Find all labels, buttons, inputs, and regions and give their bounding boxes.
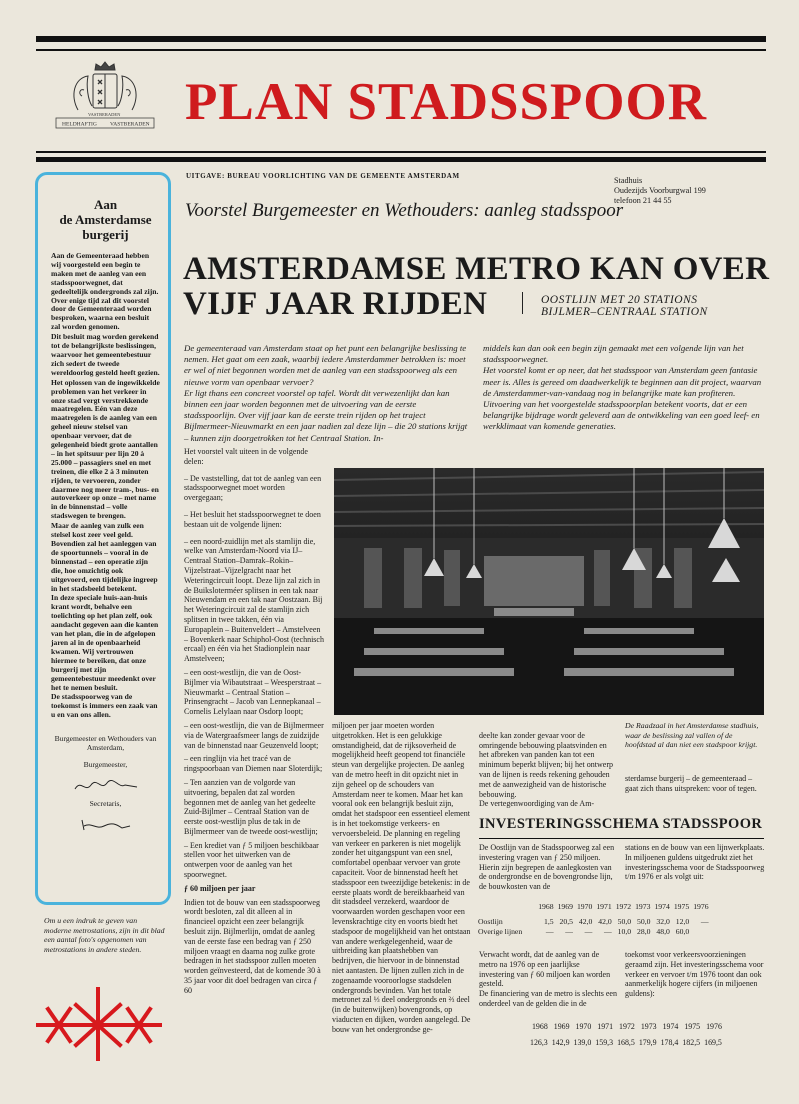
value-cell: — (584, 927, 593, 936)
lead-right: middels kan dan ook een begin zijn gemaakt met een volgende lijn van het stadsspoorwegnet. Het voorstel komt er op neer, dat het stadsspoor van Amsterdam geen fantasie meer is. Alles is gereed om daadwerkelijk te beginnen aan dit project, waarvan de Amsterdammer-van-vandaag nog in belangrijke mate kan profiteren. Uitvoering van het voorgestelde stadsspoorplan betekent voorts, dat er een belangrijke bijdrage wordt geleverd aan de ontwikkeling van een goed leef- en werkklimaat van komende generaties. (483, 343, 762, 432)
value-cell: 159,3 (595, 1038, 614, 1047)
raadzaal-photo (334, 468, 764, 715)
year-cell: 1975 (684, 1022, 701, 1031)
role-secretaris: Secretaris, (89, 799, 122, 809)
col1-paragraph: – een oost-westlijn, die van de Oost-Bijlmer via Wibautstraat – Weesperstraat – Nieuwmarkt – Centraal Station – Prinsengracht – Jacob van Lennepkanaal – Cornelis Lelylaan naar Osdorp loopt; (184, 667, 322, 717)
address-line: Oudezijds Voorburgwal 199 (614, 186, 706, 195)
sidebar-caption: Om u een indruk te geven van moderne metrostations, zijn in dit blad een aantal foto's opgenomen van metrostations in andere steden. (44, 916, 165, 954)
top-rule-thin (36, 49, 766, 51)
value-cell: 168,5 (617, 1038, 635, 1047)
investering-text-right-2: toekomst voor verkeersvoorzieningen geraamd zijn. Het investeringsschema voor verkeer en vervoer t/m 1976 toont dan ook aanmerkelijk hogere cijfers (in miljoenen guldens): (625, 950, 764, 999)
investering-text-left-2: Verwacht wordt, dat de aanleg van de metro na 1976 op een jaarlijkse investering van ƒ 60 miljoen kan worden gesteld. De financiering van de metro is slechts een onderdeel van de gelden die in de (479, 950, 617, 1008)
headline-line2: VIJF JAAR RIJDEN (183, 286, 488, 322)
col1-paragraph: – een oost-westlijn, die van de Bijlmermeer via de Watergraafsmeer langs de zuidzijde van de binnenstad naar Geuzenveld loopt; (184, 720, 324, 750)
sidebar-paragraph: In deze speciale huis-aan-huis krant wordt, behalve een toelichting op het plan zelf, ook aandacht gegeven aan die kanten van het plan, die in de afgelopen jaren al in de openbaarheid kwamen. Wij vertrouwen hiermee te bereiken, dat onze burgerij met zijn gemeentebestuur meedenkt over het te nemen besluit. (51, 593, 159, 692)
year-cell: 1975 (673, 902, 690, 911)
investering-rule (479, 838, 764, 839)
col2-paragraph: miljoen per jaar moeten worden uitgetrokken. Het is een gelukkige omstandigheid, dat de rijksoverheid de mogelijkheid heeft geopend tot financiële steun van dergelijke projecten. De aanleg van de metro heeft in dit opzicht niet in zijn geheel op de schouders van Amsterdam neer te komen. Maar het kan vooral ook een belangrijk besluit zijn, omdat het stadspoor een essentieel element is in het toekomstige verkeers- en vervoersbeleid. De planning en regeling van verkeer en parkeren is niet mogelijk zonder het uitgangspunt van een snel, comfortabel openbaar vervoer van grote capaciteit. Voor de binnenstad heeft het stadsspoor een tweezijdige betekenis: in de eerste plaats wordt de bereikbaarheid van dit stadsdeel verzekerd, waardoor de voorwaarden worden geschapen voor een levenskrachtige city en voorts biedt het stadspoor de mogelijkheid van het ontstaan van andere werkgelegenheid, waar de uitbreiding kan plaatshebben van bedrijven, die hiervoor in de binnenstad niet aantasten. De lijnen zullen zich in de zogenaamde vooroorlogse stadsdelen ondergronds bevinden. Van het totale metronet zal ⅓ deel ondergronds en ⅔ deel (in de buitenwijken) bovengronds, op viaducten en dijken, worden aangelegd. De bouw van het ondergrondse ge- (332, 721, 471, 1034)
col1-paragraph: Indien tot de bouw van een stadsspoorweg wordt besloten, zal dit alleen al in financieel opzicht een zeer belangrijk besluit zijn. Bijlmerlijn, omdat de aanleg van de eerste fase een bedrag van ƒ 250 miljoen vraagt en daarna nog zulke grote bedragen in het stadsspoor zullen moeten worden geïnvesteerd, dat de komende 30 à 35 jaar voor dit doel bedragen van circa ƒ 60 (184, 897, 321, 995)
headline-line1: AMSTERDAMSE METRO KAN OVER (183, 251, 770, 287)
year-cell: 1971 (596, 902, 612, 911)
value-cell: 139,0 (573, 1038, 592, 1047)
col1-paragraph: – Ten aanzien van de volgorde van uitvoering, bepalen dat zal worden begonnen met de aanleg van het gedeelte Zuid-Bijlmer – Centraal Station van de eerste oost-westlijn plus de tak in de Bijlmermeer van de tweede oost-westlijn; (184, 777, 318, 836)
crest-motto-left: HELDHAFTIG (62, 121, 97, 128)
year-cell: 1971 (597, 1022, 614, 1031)
year-cell: 1972 (615, 902, 632, 911)
table-row (476, 902, 711, 912)
investering-title: INVESTERINGSSCHEMA STADSSPOOR (479, 816, 763, 832)
signature-secretaris-icon (76, 816, 136, 834)
value-cell: 28,0 (637, 927, 651, 936)
year-cell: 1970 (576, 902, 593, 911)
col1-paragraph: – een noord-zuidlijn met als stamlijn die, welke van Amsterdam-Noord via IJ–Centraal Station–Damrak–Rokin–Vijzelstraat–Vijzelgracht naar het Weteringcircuit loopt. Deze lijn zal zich in de Buiksloterméer splitsen in een tak naar Nieuwendam en een tak naar Oostzaan. Bij het Weteringcircuit zal de stamlijn zich splitsen in twee takken, één via Europaplein – Buitenveldert – Amstelveen – Bovenkerk naar Schiphol-Oost (technisch ercaal) en één via het Stadionplein naar Amstelveen; (184, 536, 324, 664)
value-cell: 50,0 (617, 917, 632, 926)
masthead-rule-thin (36, 151, 766, 153)
investering-text-right: stations en de bouw van een lijnwerkplaats. In miljoenen guldens uitgedrukt ziet het investeringsschema voor de Stadsspoorweg t/m 1976 er als volgt uit: (625, 843, 765, 882)
year-cell: 1974 (662, 1022, 679, 1031)
year-cell: 1973 (640, 1022, 657, 1031)
value-cell: 48,0 (656, 927, 670, 936)
value-cell: 182,5 (682, 1038, 701, 1047)
body-column-1 (184, 447, 324, 1003)
lead-left: De gemeenteraad van Amsterdam staat op het punt een belangrijke beslissing te nemen. Het gaat om een zaak, waarbij iedere Amsterdammer betrokken is: moet er wel of niet begonnen worden met de aanleg van een stadsspoorweg als een nieuwe vorm van openbaar vervoer? Er ligt thans een concreet voorstel op tafel. Wordt dit verwezenlijkt dan kan binnen een jaar worden begonnen met de uitvoering van de eerste stadsspoorlijn. Over vijf jaar kan de eerste trein rijden op het traject Bijlmermeer-Nieuwmarkt en een jaar nadien zal deze lijn – die 20 stations krijgt – kunnen zijn doorgetrokken tot het Centraal Station. In- (184, 343, 468, 443)
value-cell: 126,3 (530, 1038, 548, 1047)
crest-motto-right: VASTBERADEN (110, 121, 150, 128)
sidebar-paragraph: Aan de Gemeenteraad hebben wij voorgesteld een begin te maken met de aanleg van een stadsspoorwegnet, dat gedeeltelijk ondergronds zal zijn. Over enige tijd zal dit voorstel door de Gemeenteraad worden besproken, waarna een besluit zal worden genomen. (51, 251, 159, 332)
crest-motto-top: VASTBERADEN (88, 112, 121, 117)
col1-subheading: ƒ 60 miljoen per jaar (184, 883, 256, 893)
sidebar-signature-block (51, 734, 160, 834)
value-cell: 42,0 (578, 917, 593, 926)
value-cell: 169,5 (704, 1038, 722, 1047)
address-line: telefoon 21 44 55 (614, 196, 672, 205)
signatory: Burgemeester en Wethouders van Amsterdam, (54, 734, 157, 753)
col1-paragraph: – Het besluit het stadsspoorwegnet te doen bestaan uit de volgende lijnen: (184, 509, 321, 529)
col1-paragraph: – De vaststelling, dat tot de aanleg van een stadsspoorwegnet moet worden overgegaan; (184, 473, 322, 503)
year-cell: 1976 (706, 1022, 722, 1031)
value-cell: 32,0 (656, 917, 670, 926)
masthead-title: PLAN STADSSPOOR (185, 73, 708, 131)
signature-burgemeester-icon (71, 777, 141, 795)
year-cell: 1968 (531, 1022, 548, 1031)
value-cell: — (700, 917, 709, 926)
investering-table-1 (476, 902, 711, 937)
top-rule-thick (36, 36, 766, 42)
value-cell: 179,9 (638, 1038, 657, 1047)
value-cell: 178,4 (660, 1038, 679, 1047)
value-cell: 50,0 (637, 917, 651, 926)
publisher-line: UITGAVE: BUREAU VOORLICHTING VAN DE GEMEENTE AMSTERDAM (186, 172, 460, 180)
headline-side-line1: OOSTLIJN MET 20 STATIONS (541, 294, 698, 306)
year-cell: 1974 (654, 902, 670, 911)
value-cell: — (565, 927, 573, 936)
value-cell: — (604, 927, 612, 936)
headline-separator (522, 292, 523, 314)
masthead-rule-thick (36, 157, 766, 162)
sidebar-body (51, 252, 160, 720)
sidebar-letter (35, 172, 171, 905)
col1-paragraph: – een ringlijn via het tracé van de ringspoorbaan van Diemen naar Sloterdijk; (184, 754, 323, 774)
role-burgemeester: Burgemeester, (83, 760, 128, 770)
body-column-3 (479, 721, 617, 826)
col1-paragraph: Het voorstel valt uiteen in de volgende delen: (184, 447, 308, 466)
value-cell: 10,0 (617, 927, 632, 936)
address-line: Stadhuis (614, 176, 643, 185)
row-label: Oostlijn (478, 917, 503, 926)
sidebar-paragraph: De stadsspoorweg van de toekomst is immers een zaak van u en van ons allen. (51, 692, 158, 720)
year-cell: 1968 (538, 902, 554, 911)
row-label: Overige lijnen (478, 927, 523, 936)
value-cell: 142,9 (551, 1038, 570, 1047)
table-row (528, 1022, 724, 1032)
sidebar-title: Aan de Amsterdamse burgerij (59, 197, 152, 242)
col4-paragraph: sterdamse burgerij – de gemeenteraad – gaat zich thans uitspreken: voor of tegen. (625, 774, 757, 793)
value-cell (691, 927, 710, 937)
value-cell: 1,5 (543, 917, 554, 926)
sidebar-paragraph: Het oplossen van de ingewikkelde problemen van het verkeer in onze stad vergt verstrekkende maatregelen. Eén van deze maatregelen is de aanleg van een geheel nieuw stelsel van openbaar vervoer, dat de gelegenheid biedt grote aantallen – in het spitsuur per lijn 20 à 25.000 – passagiers snel en met treinen, die elke 2 à 3 minuten rijden, te vervoeren, zonder daarmee nog meer tram-, bus- en autoverkeer op onze – met name in de binnenstad – volle stadswegen te brengen. (51, 377, 160, 521)
body-column-4 (625, 774, 765, 801)
value-cell: 42,0 (598, 917, 612, 926)
table-row (476, 927, 711, 937)
sidebar-paragraph: Dit besluit mag worden gerekend tot de belangrijkste beslissingen, waarvoor het gemeentebestuur zich sedert de tweede wereldoorlog gesteld heeft gezien. (51, 332, 160, 377)
stadsspoor-logo-icon (34, 985, 164, 1063)
year-cell: 1970 (575, 1022, 592, 1031)
year-cell: 1969 (557, 902, 573, 911)
investering-text-left: De Oostlijn van de Stadsspoorweg zal een investering vragen van ƒ 250 miljoen. Hierin zijn begrepen de aanlegkosten van de ondergrondse en de bovengrondse lijn, de bouwkosten van de (479, 843, 615, 892)
headline-side-line2: BIJLMER–CENTRAAL STATION (541, 306, 708, 318)
value-cell: 20,5 (559, 917, 573, 926)
investering-table-2 (528, 1022, 724, 1048)
table-row (476, 917, 711, 927)
sidebar-paragraph: Maar de aanleg van zulk een stelsel kost zeer veel geld. Bovendien zal het aanleggen van de spoortunnels – vooral in de binnenstad – een operatie zijn die, hoe omzichtig ook uitgevoerd, een tijdelijke ingreep in het stadsbeeld betekent. (51, 521, 158, 593)
table-row (528, 1038, 724, 1048)
headline-sidebar (541, 294, 708, 318)
photo-caption: De Raadzaal in het Amsterdamse stadhuis, waar de beslissing zal vallen of de hoofdstad al dan niet een stadspoor krijgt. (625, 721, 759, 750)
subheadline: Voorstel Burgemeester en Wethouders: aanleg stadsspoor (185, 200, 624, 221)
year-cell: 1973 (635, 902, 651, 911)
year-cell: 1969 (553, 1022, 570, 1031)
publisher-address (614, 176, 706, 206)
value-cell: 60,0 (675, 927, 690, 936)
year-cell: 1976 (693, 902, 709, 911)
col3-paragraph: deelte kan zonder gevaar voor de omringende bebouwing plaatsvinden en het afbreken van panden kan tot een minimum beperkt blijven; bij het ontwerp van de lijnen is reeds rekening gehouden met de aanwezigheid van de historische bebouwing. De vertegenwoordiging van de Am- (479, 730, 613, 809)
year-cell: 1972 (619, 1022, 635, 1031)
body-column-2 (332, 721, 472, 1042)
value-cell: — (545, 927, 554, 936)
amsterdam-crest-icon (48, 60, 162, 136)
col1-paragraph: – Een krediet van ƒ 5 miljoen beschikbaar stellen voor het uitwerken van de ontwerpen voor de aanleg van het spoorwegnet. (184, 840, 319, 880)
value-cell: 12,0 (675, 917, 690, 926)
